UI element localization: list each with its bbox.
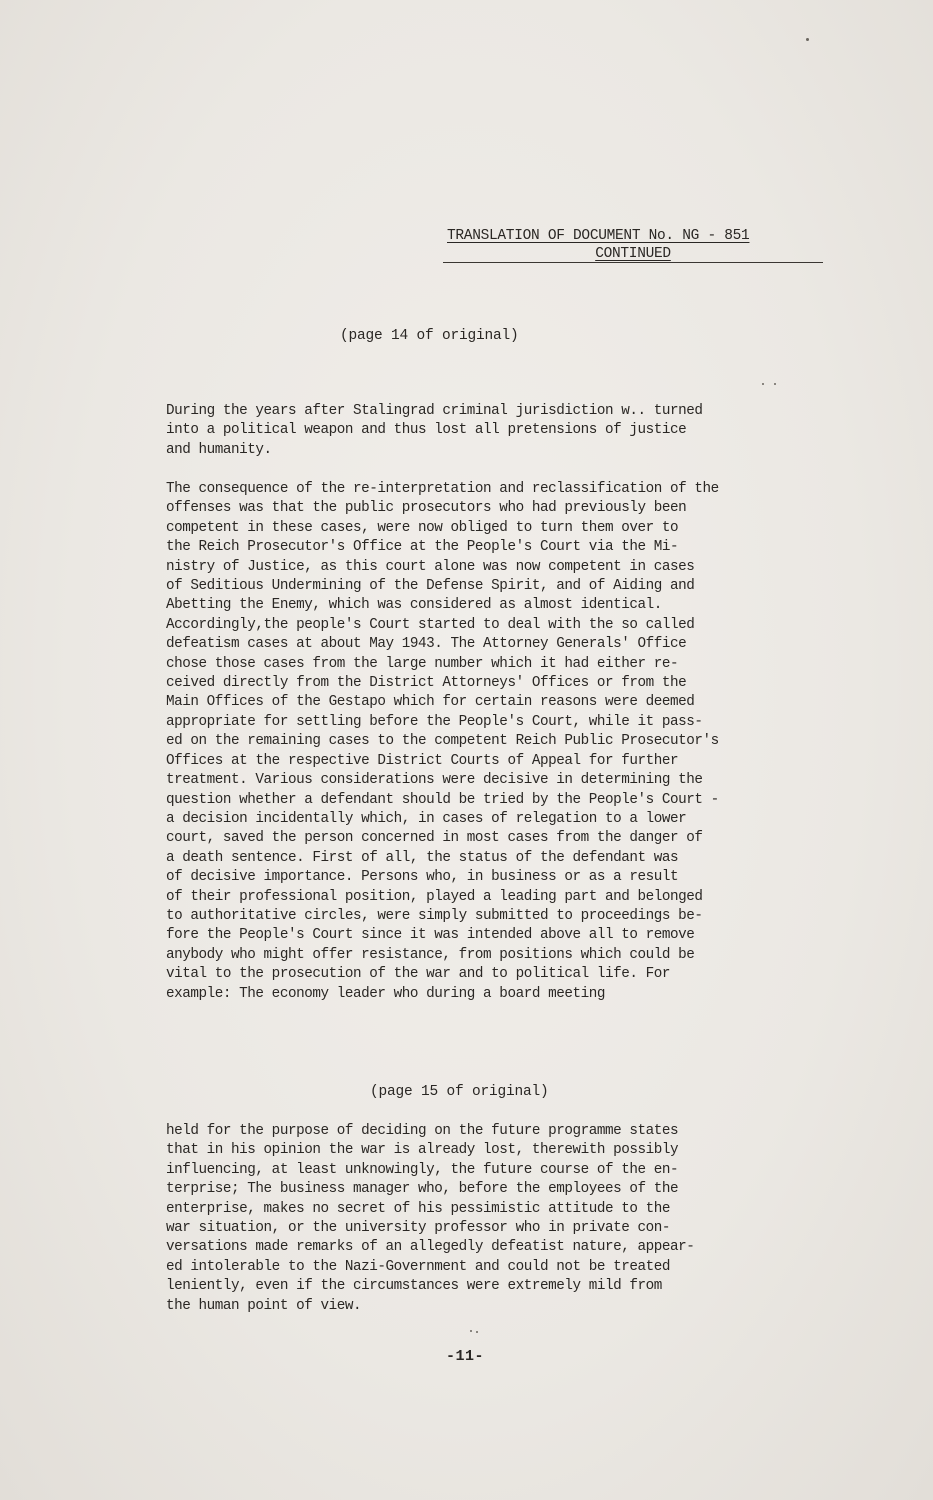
paragraph-2: The consequence of the re-interpretation and reclassification of the offenses was that the public prosecutors who had previously been competent in these cases, were now obliged to turn them over to the Reich Prosecutor's Office at the People's Court via the Mi- nistry of Justice, as this court alone was now competent in cases of Seditious Undermining of the Defense Spirit, and of Aiding and Abetting the Enemy, which was considered as almost identical. Accordingly,the people's Court started to deal with the so called defeatism cases at about May 1943. The Attorney Generals' Office chose those cases from the large number which it had either re- ceived directly from the District Attorneys' Offices or from the Main Offices of the Gestapo which for certain reasons were deemed appropriate for settling before the People's Court, while it pass- ed on the remaining cases to the competent Reich Public Prosecutor's Offices at the respective District Courts of Appeal for further treatment. Various considerations were decisive in determining the question whether a defendant should be tried by the People's Court - a decision incidentally which, in cases of relegation to a lower court, saved the person concerned in most cases from the danger of a death sentence. First of all, the status of the defendant was of decisive importance. Persons who, in business or as a result of their professional position, played a leading part and belonged to authoritative circles, were simply submitted to proceedings be- fore the People's Court since it was intended above all to remove anybody who might offer resistance, from positions which could be vital to the prosecution of the war and to political life. For example: The economy leader who during a board meeting [166, 481, 719, 1002]
paper-speck [476, 1331, 478, 1333]
paragraph-1: During the years after Stalingrad criminal jurisdiction w.. turned into a political weapon and thus lost all pretensions of justice and humanity. [166, 403, 703, 458]
page-number: -11- [446, 1348, 485, 1365]
header-subtitle: CONTINUED [595, 246, 671, 262]
document-header [443, 228, 823, 262]
paper-speck [470, 1330, 472, 1332]
paper-speck [762, 383, 764, 385]
paragraph-3: held for the purpose of deciding on the future programme states that in his opinion the war is already lost, therewith possibly influencing, at least unknowingly, the future course of the en- terprise; The business manager who, before the employees of the enterprise, makes no secret of his pessimistic attitude to the war situation, or the university professor who in private con- versations made remarks of an allegedly defeatist nature, appear- ed intolerable to the Nazi-Government and could not be treated leniently, even if the circumstances were extremely mild from the human point of view. [166, 1123, 695, 1314]
original-page-marker-14: (page 14 of original) [340, 328, 519, 344]
paper-speck [774, 383, 776, 385]
original-page-marker-15: (page 15 of original) [370, 1084, 549, 1100]
header-title: TRANSLATION OF DOCUMENT No. NG - 851 [447, 228, 750, 244]
header-rule [443, 262, 823, 263]
paper-speck [806, 38, 809, 41]
